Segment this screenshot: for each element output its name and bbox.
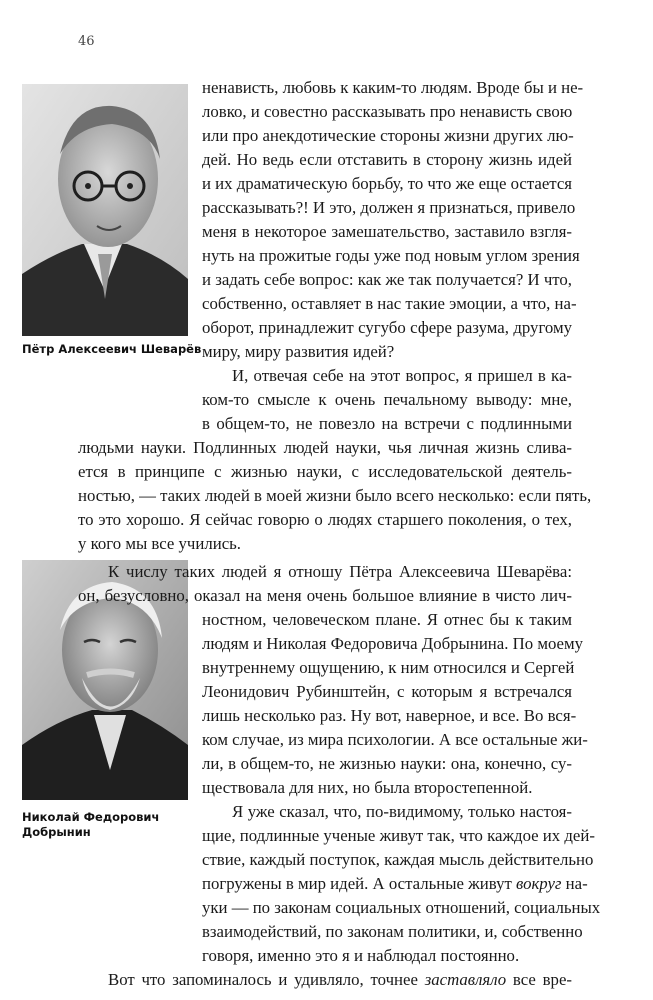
text-line (202, 872, 588, 896)
text-line: взаимодействий, по законам политики, и, собственно (202, 922, 583, 941)
text-line: ли, в общем-то, не жизнью науки: она, конечно, су- (202, 754, 572, 773)
text-segment: Вот что запоминалось и удивляло, точнее (108, 970, 418, 989)
text-line: ется в принципе с жизнью науки, с исследовательской деятель- (78, 462, 572, 481)
text-line: собственно, оставляет в нас такие эмоции, а что, на- (202, 294, 577, 313)
text-line: ком случае, из мира психологии. А все остальные жи- (202, 730, 588, 749)
text-line: И, отвечая себе на этот вопрос, я пришел в ка- (232, 366, 572, 385)
text-line: меня в некоторое замешательство, заставило взгля- (202, 222, 572, 241)
text-line: ловко, и совестно рассказывать про ненависть свою (202, 102, 573, 121)
text-line: людям и Николая Федоровича Добрынина. По моему (202, 634, 583, 653)
text-segment: все вре- (512, 970, 572, 989)
text-line (108, 968, 572, 992)
text-line: нуть на прожитые годы уже под новым углом зрения (202, 246, 580, 265)
text-line: рассказывать?! И это, должен я признаться, привело (202, 198, 576, 217)
portrait-photo-shevarev (22, 84, 188, 336)
photo-caption-line: Николай Федорович (22, 810, 160, 824)
text-line: и задать себе вопрос: как же так получается? И что, (202, 270, 572, 289)
text-line: миру, миру развития идей? (202, 342, 395, 361)
text-line: у кого мы все учились. (78, 534, 242, 553)
text-line: людьми науки. Подлинных людей науки, чья личная жизнь слива- (78, 438, 572, 457)
photo-caption-line: Добрынин (22, 825, 91, 839)
text-line: щие, подлинные ученые живут так, что каждое их дей- (202, 826, 595, 845)
page-number: 46 (78, 34, 95, 49)
text-line: ствие, каждый поступок, каждая мысль действительно (202, 850, 594, 869)
text-line: то это хорошо. Я сейчас говорю о людях старшего поколения, о тех, (78, 510, 572, 529)
text-line: в общем-то, не повезло на встречи с подлинными (202, 414, 572, 433)
text-line: и их драматическую борьбу, то что же еще остается (202, 174, 572, 193)
text-line: ненависть, любовь к каким-то людям. Вроде бы и не- (202, 78, 584, 97)
text-line: Леонидович Рубинштейн, с которым я встречался (202, 682, 572, 701)
text-line: Я уже сказал, что, по-видимому, только настоя- (232, 802, 572, 821)
text-line: лишь несколько раз. Ну вот, наверное, и все. Во вся- (202, 706, 577, 725)
text-line: внутреннему ощущению, к ним относился и Сергей (202, 658, 575, 677)
text-line: ществовала для них, но была второстепенной. (202, 778, 533, 797)
text-line: оборот, принадлежит сугубо сфере разума, другому (202, 318, 572, 337)
text-segment: на- (565, 874, 588, 893)
text-line: дей. Но ведь если отставить в сторону жизнь идей (202, 150, 572, 169)
text-line: ностью, — таких людей в моей жизни было всего несколько: если пять, (78, 486, 592, 505)
text-line: или про анекдотические стороны жизни других лю- (202, 126, 574, 145)
text-line: говоря, именно это я и наблюдал постоянно. (202, 946, 520, 965)
text-segment-italic: заставляло (424, 970, 507, 989)
text-line: ком-то смысле к очень печальному выводу: мне, (202, 390, 572, 409)
text-segment-italic: вокруг (516, 874, 562, 893)
text-line: он, безусловно, оказал на меня очень большое влияние в чисто лич- (78, 586, 572, 605)
text-segment: погружены в мир идей. А остальные живут (202, 874, 512, 893)
portrait-image (22, 84, 188, 336)
text-line: уки — по законам социальных отношений, социальных (202, 898, 601, 917)
photo-caption-dobrynin (22, 810, 159, 840)
text-line: К числу таких людей я отношу Пётра Алексеевича Шеварёва: (108, 562, 572, 581)
photo-caption-shevarev: Пётр Алексеевич Шеварёв (22, 342, 202, 356)
text-line: ностном, человеческом плане. Я отнес бы к таким (202, 610, 572, 629)
